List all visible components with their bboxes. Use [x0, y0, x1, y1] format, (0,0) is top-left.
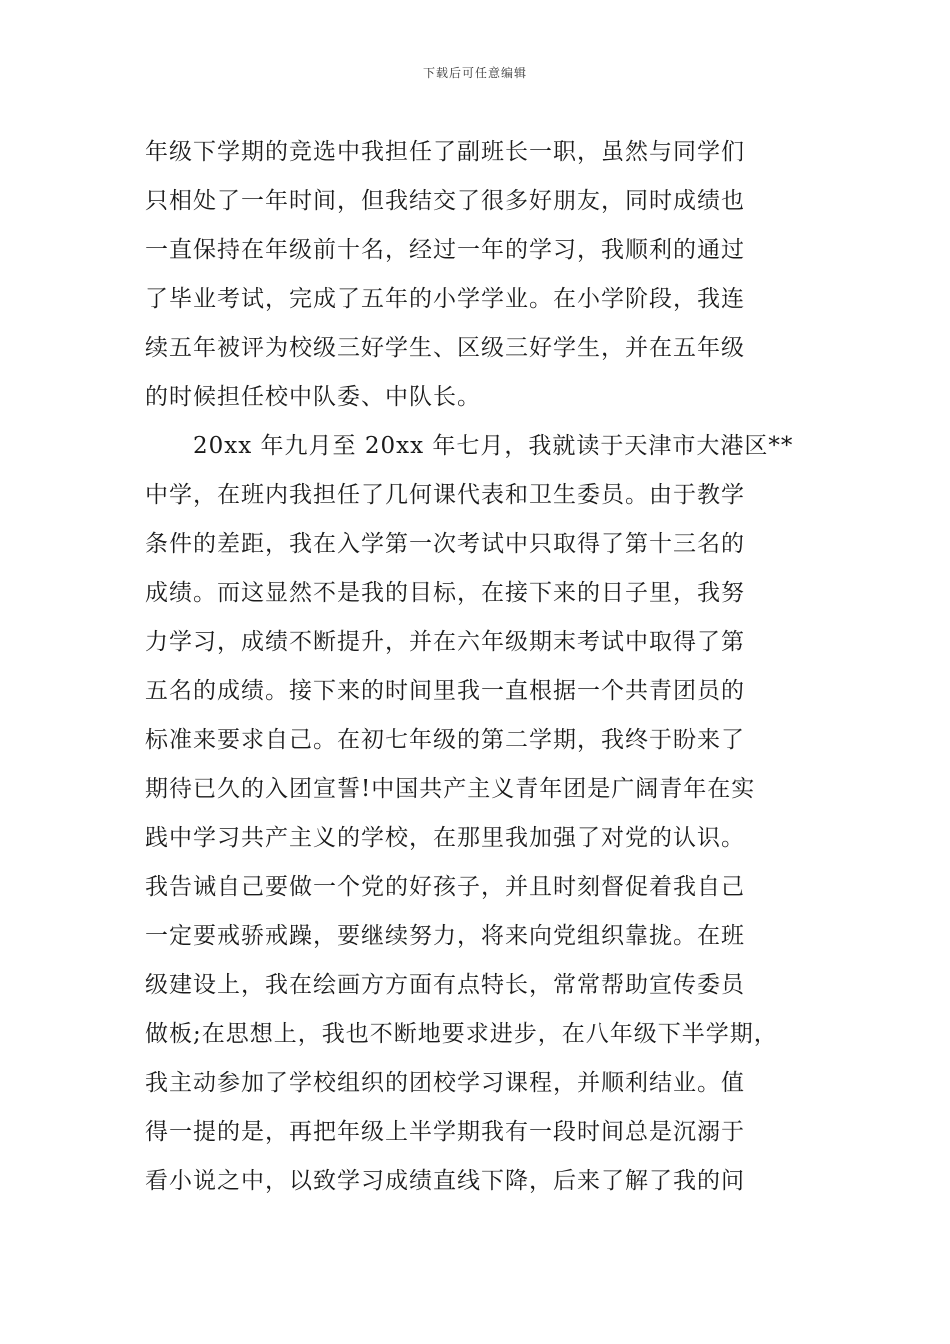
- paragraph-2: [145, 422, 810, 1206]
- text-line: 一直保持在年级前十名，经过一年的学习，我顺利的通过: [145, 237, 745, 263]
- text-line: 只相处了一年时间，但我结交了很多好朋友，同时成绩也: [145, 188, 745, 214]
- text-line: 的时候担任校中队委、中队长。: [145, 384, 481, 410]
- text-line: 了毕业考试，完成了五年的小学学业。在小学阶段，我连: [145, 286, 745, 312]
- text-line: 条件的差距，我在入学第一次考试中只取得了第十三名的: [145, 531, 745, 557]
- document-body: [145, 128, 810, 1206]
- text-line: 做板;在思想上，我也不断地要求进步，在八年级下半学期，: [145, 1021, 778, 1047]
- text-line: 续五年被评为校级三好学生、区级三好学生，并在五年级: [145, 335, 745, 361]
- text-line: 20xx 年九月至 20xx 年七月，我就读于天津市大港区**: [193, 433, 794, 459]
- text-line: 标准来要求自己。在初七年级的第二学期，我终于盼来了: [145, 727, 745, 753]
- text-line: 力学习，成绩不断提升，并在六年级期末考试中取得了第: [145, 629, 745, 655]
- page-header: 下载后可任意编辑: [422, 66, 527, 80]
- text-line: 看小说之中，以致学习成绩直线下降，后来了解了我的问: [145, 1168, 745, 1194]
- text-line: 年级下学期的竞选中我担任了副班长一职，虽然与同学们: [145, 139, 745, 165]
- text-line: 一定要戒骄戒躁，要继续努力，将来向党组织靠拢。在班: [145, 923, 745, 949]
- text-line: 五名的成绩。接下来的时间里我一直根据一个共青团员的: [145, 678, 745, 704]
- text-line: 期待已久的入团宣誓!中国共产主义青年团是广阔青年在实: [145, 776, 756, 802]
- text-line: 中学，在班内我担任了几何课代表和卫生委员。由于教学: [145, 482, 745, 508]
- text-line: 践中学习共产主义的学校，在那里我加强了对党的认识。: [145, 825, 745, 851]
- text-line: 成绩。而这显然不是我的目标，在接下来的日子里，我努: [145, 580, 745, 606]
- text-line: 得一提的是，再把年级上半学期我有一段时间总是沉溺于: [145, 1119, 745, 1145]
- text-line: 我告诫自己要做一个党的好孩子，并且时刻督促着我自己: [145, 874, 745, 900]
- text-line: 我主动参加了学校组织的团校学习课程，并顺利结业。值: [145, 1070, 745, 1096]
- text-line: 级建设上，我在绘画方方面有点特长，常常帮助宣传委员: [145, 972, 745, 998]
- paragraph-1: [145, 128, 810, 422]
